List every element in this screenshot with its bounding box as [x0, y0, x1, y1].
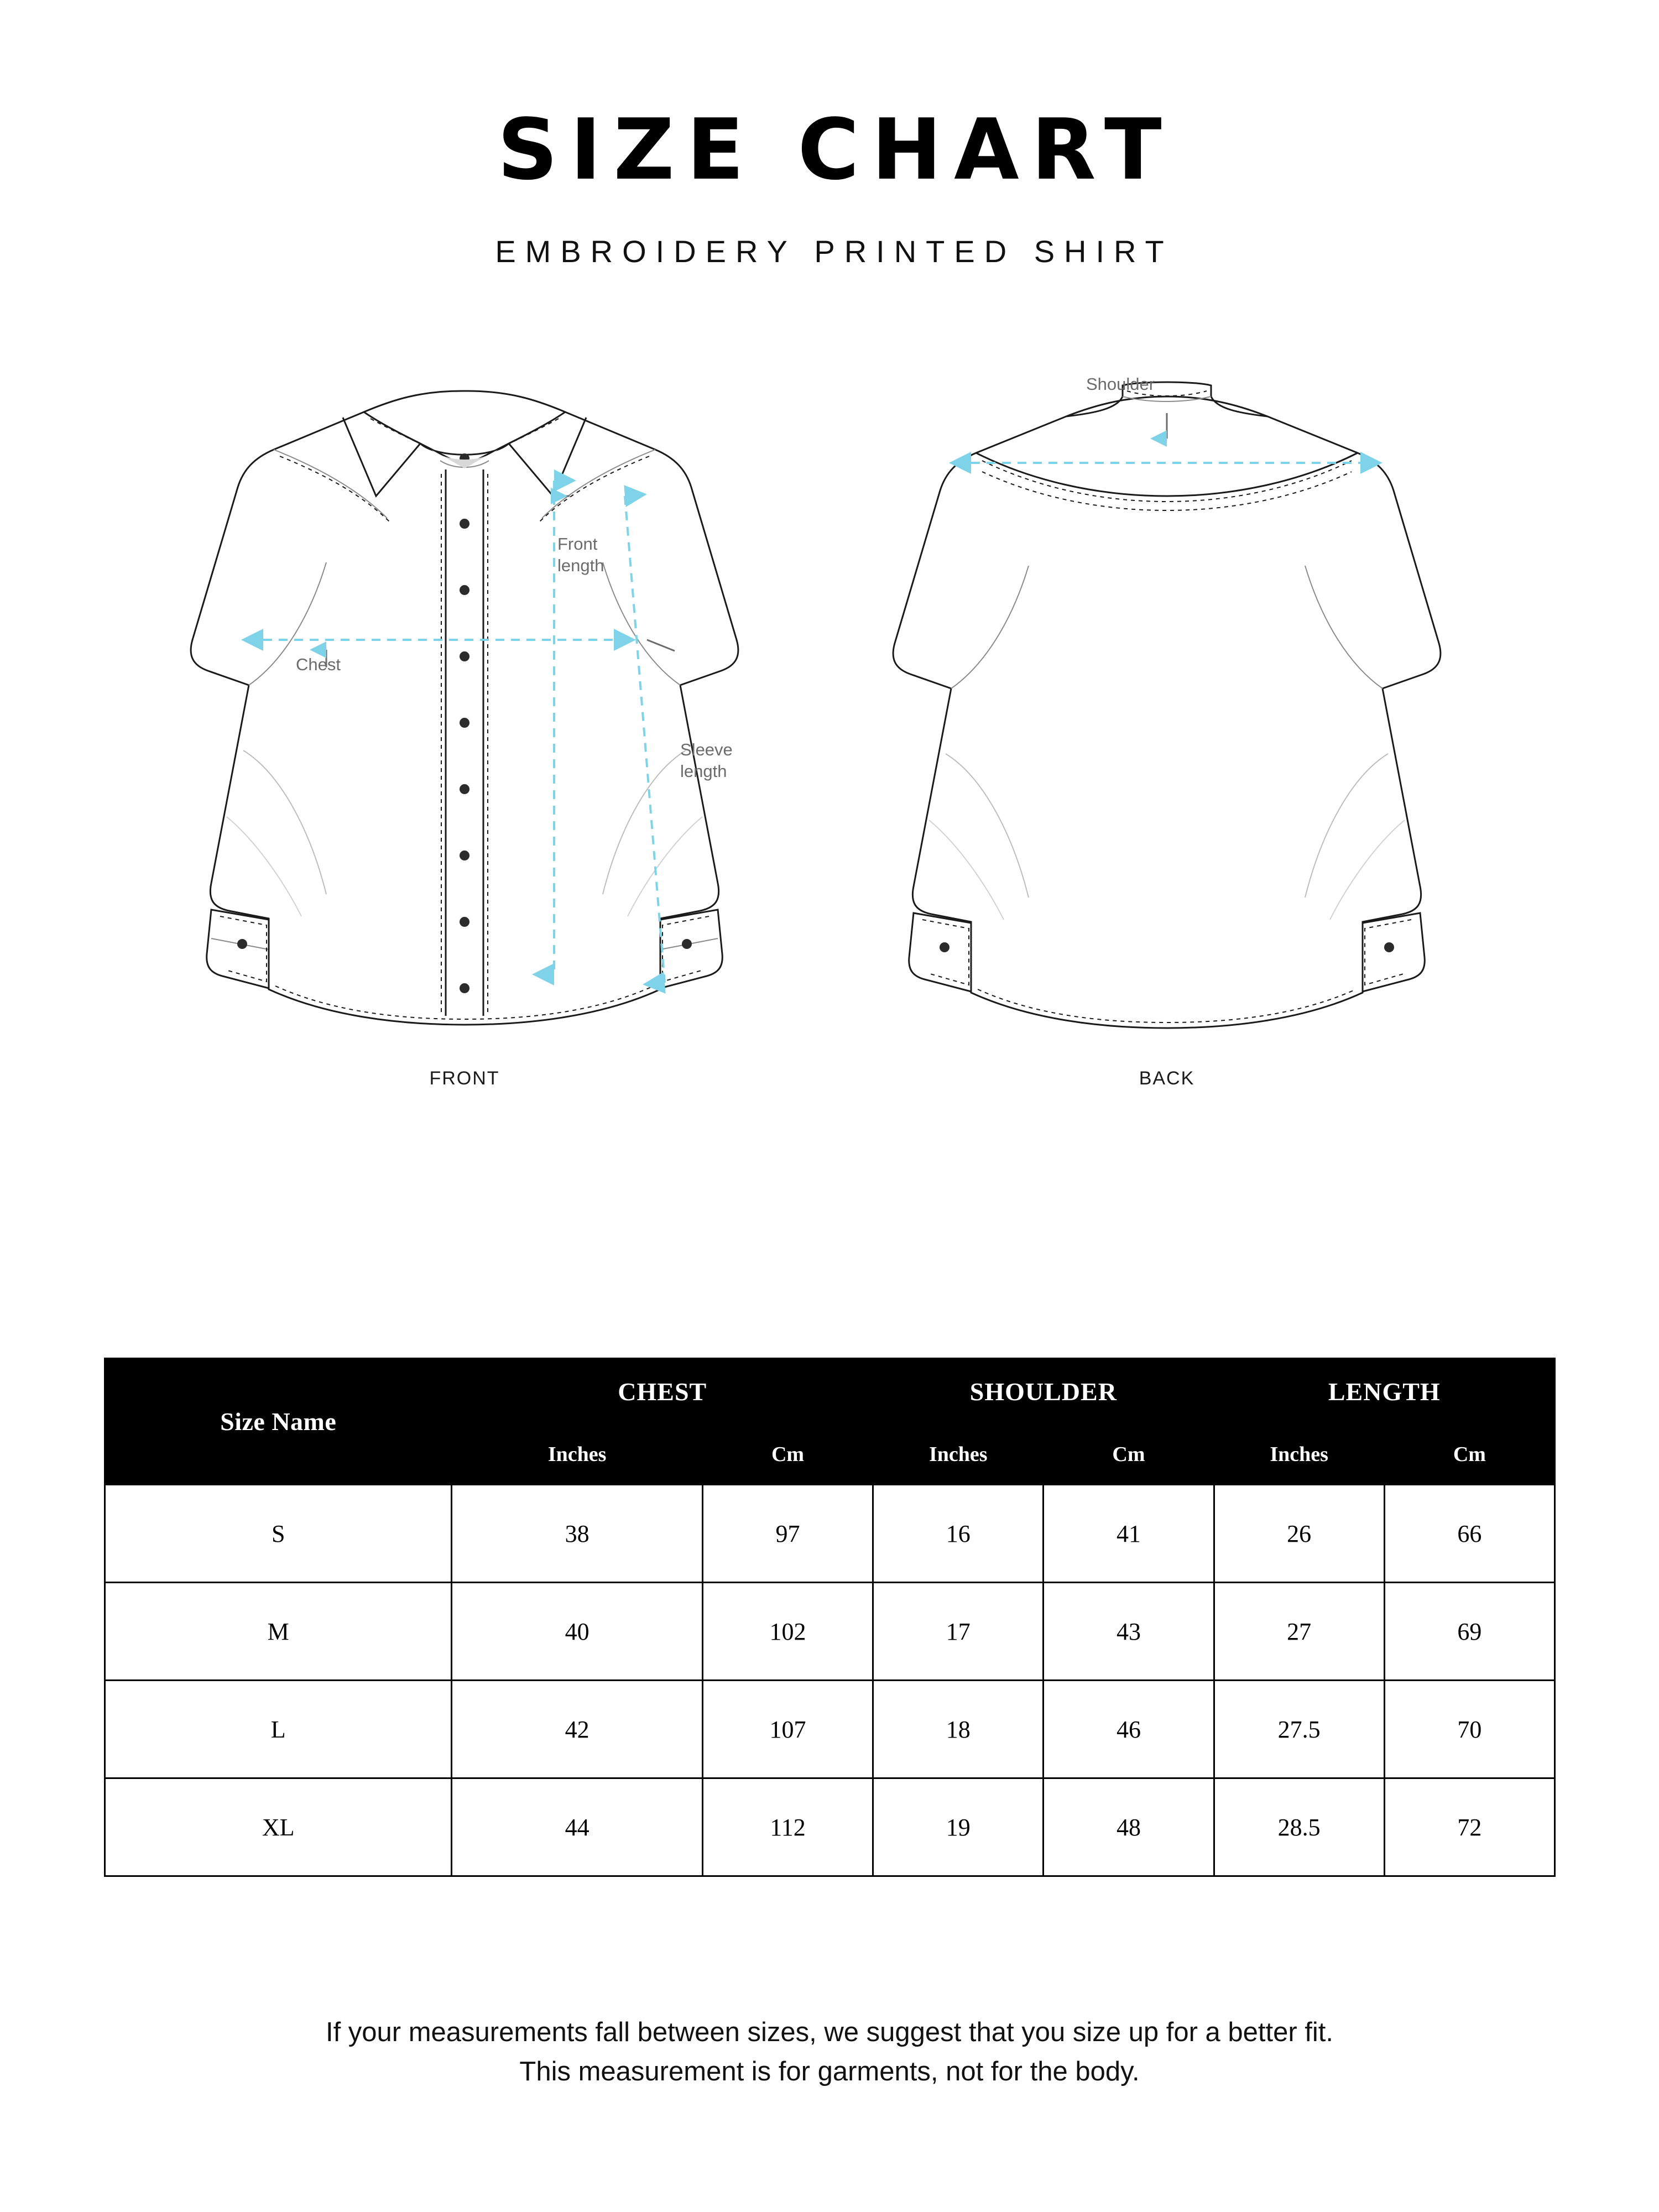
shirt-front-illustration [160, 330, 769, 1126]
size-table-body [105, 1485, 1555, 1876]
annotation-sleeve-length-line2: length [680, 761, 727, 781]
cell-shoulder-cm: 48 [1044, 1778, 1214, 1876]
cell-chest-cm: 97 [702, 1485, 873, 1583]
illustration-section [0, 330, 1659, 1126]
page-title: SIZE CHART [497, 101, 1174, 199]
cell-chest-cm: 107 [702, 1681, 873, 1778]
cell-shoulder-cm: 46 [1044, 1681, 1214, 1778]
cell-length-inches: 28.5 [1214, 1778, 1384, 1876]
header-unit-chest-inches: Inches [452, 1425, 703, 1485]
header-unit-shoulder-cm: Cm [1044, 1425, 1214, 1485]
cell-length-inches: 27.5 [1214, 1681, 1384, 1778]
header-size-name: Size Name [105, 1359, 452, 1485]
cell-length-inches: 26 [1214, 1485, 1384, 1583]
footer-note [0, 2013, 1659, 2091]
table-header-row-groups [105, 1359, 1555, 1425]
header-unit-chest-cm: Cm [702, 1425, 873, 1485]
table-row [105, 1583, 1555, 1681]
cell-chest-cm: 112 [702, 1778, 873, 1876]
header-group-length: LENGTH [1214, 1359, 1554, 1425]
annotation-chest: Chest [296, 655, 341, 674]
footer-note-line2: This measurement is for garments, not for the body. [519, 2057, 1140, 2087]
table-row [105, 1681, 1555, 1778]
cell-chest-inches: 44 [452, 1778, 703, 1876]
annotation-shoulder: Shoulder [1086, 374, 1155, 394]
cell-size: S [105, 1485, 452, 1583]
shirt-front-svg [160, 330, 769, 1060]
cell-length-cm: 66 [1384, 1485, 1554, 1583]
cell-length-inches: 27 [1214, 1583, 1384, 1681]
cell-length-cm: 70 [1384, 1681, 1554, 1778]
cell-shoulder-inches: 16 [873, 1485, 1044, 1583]
back-view-label: BACK [1139, 1068, 1195, 1089]
shirt-back-illustration [863, 330, 1471, 1126]
cell-size: M [105, 1583, 452, 1681]
cell-length-cm: 72 [1384, 1778, 1554, 1876]
cell-shoulder-cm: 41 [1044, 1485, 1214, 1583]
front-view-label: FRONT [429, 1068, 500, 1089]
header-unit-length-inches: Inches [1214, 1425, 1384, 1485]
table-row [105, 1485, 1555, 1583]
cell-shoulder-inches: 19 [873, 1778, 1044, 1876]
annotation-sleeve-length [680, 739, 733, 782]
annotation-front-length-line2: length [557, 555, 604, 575]
cell-chest-cm: 102 [702, 1583, 873, 1681]
page-header [0, 0, 1659, 269]
cell-shoulder-inches: 18 [873, 1681, 1044, 1778]
annotation-front-length-line1: Front [557, 534, 598, 554]
page-subtitle: EMBROIDERY PRINTED SHIRT [495, 234, 1173, 269]
footer-note-line1: If your measurements fall between sizes, we suggest that you size up for a better fit. [325, 2017, 1334, 2047]
header-group-chest: CHEST [452, 1359, 873, 1425]
size-table-head [105, 1359, 1555, 1485]
cell-size: L [105, 1681, 452, 1778]
cell-shoulder-cm: 43 [1044, 1583, 1214, 1681]
annotation-sleeve-length-line1: Sleeve [680, 740, 733, 759]
cell-size: XL [105, 1778, 452, 1876]
cell-chest-inches: 42 [452, 1681, 703, 1778]
cell-length-cm: 69 [1384, 1583, 1554, 1681]
header-group-shoulder: SHOULDER [873, 1359, 1214, 1425]
size-table-wrapper [104, 1358, 1556, 1877]
header-unit-length-cm: Cm [1384, 1425, 1554, 1485]
size-table [104, 1358, 1556, 1877]
header-unit-shoulder-inches: Inches [873, 1425, 1044, 1485]
shirt-back-svg [863, 330, 1471, 1060]
cell-shoulder-inches: 17 [873, 1583, 1044, 1681]
annotation-front-length [557, 534, 604, 577]
cell-chest-inches: 38 [452, 1485, 703, 1583]
cell-chest-inches: 40 [452, 1583, 703, 1681]
table-row [105, 1778, 1555, 1876]
